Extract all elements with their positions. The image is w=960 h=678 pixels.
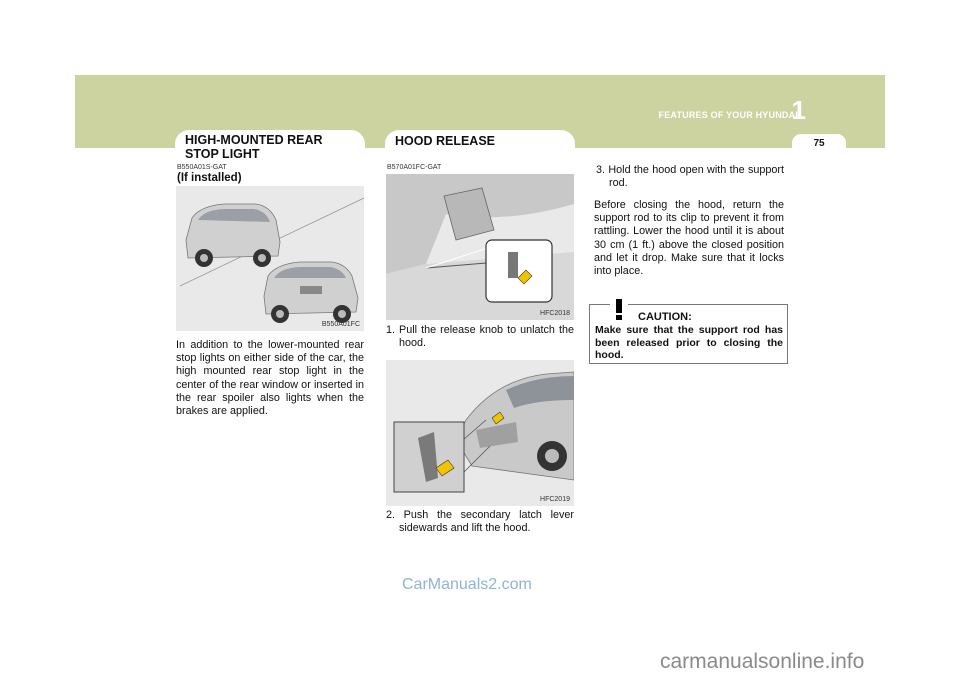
watermark-carmanualsonline[interactable]: carmanualsonline.info xyxy=(660,650,865,673)
figure-secondary-latch xyxy=(386,360,574,506)
section-code-stop-light: B550A01S-GAT xyxy=(177,164,227,171)
figure-rear-stop-light xyxy=(176,186,364,331)
section-code-hood-release: B570A01FC-GAT xyxy=(387,164,442,171)
figure-label: B550A01FC xyxy=(321,321,360,328)
dashboard-illustration xyxy=(386,174,574,320)
figure-label: HFC2018 xyxy=(540,310,570,317)
hood-step-1: 1. Pull the release knob to unlatch the hood. xyxy=(386,324,574,350)
figure-release-knob xyxy=(386,174,574,320)
page-number: 75 xyxy=(792,134,846,151)
caution-text: Make sure that the support rod has been released prior to closing the hood. xyxy=(595,324,783,361)
figure-label: HFC2019 xyxy=(540,496,570,503)
section-title-hood-release: HOOD RELEASE xyxy=(385,130,575,150)
hood-step-3: 3. Hold the hood open with the support rod. xyxy=(596,164,784,190)
warning-icon xyxy=(610,296,628,322)
caution-title: CAUTION: xyxy=(638,311,692,323)
hood-latch-illustration xyxy=(386,360,574,506)
stop-light-description: In addition to the lower-mounted rear stop lights on either side of the car, the high mounted rear stop light in the center of the rear window or inserted in the rear spoiler also lights when the brakes are applied. xyxy=(176,339,364,418)
subtitle-if-installed: (If installed) xyxy=(177,172,242,184)
watermark-carmanuals2[interactable]: CarManuals2.com xyxy=(402,576,532,593)
chapter-title: FEATURES OF YOUR HYUNDAI xyxy=(658,110,798,120)
car-illustration xyxy=(176,186,364,331)
hood-closing-instructions: Before closing the hood, return the support rod to its clip to prevent it from rattling. Lower the hood until it is about 30 cm (1 ft.) above the closed position and let it drop. Make sure that it locks into place. xyxy=(594,199,784,278)
section-title-stop-light: HIGH-MOUNTED REAR STOP LIGHT xyxy=(175,130,365,160)
caution-box xyxy=(589,304,788,364)
chapter-number: 1 xyxy=(791,95,806,125)
hood-step-2: 2. Push the secondary latch lever sidewards and lift the hood. xyxy=(386,509,574,535)
